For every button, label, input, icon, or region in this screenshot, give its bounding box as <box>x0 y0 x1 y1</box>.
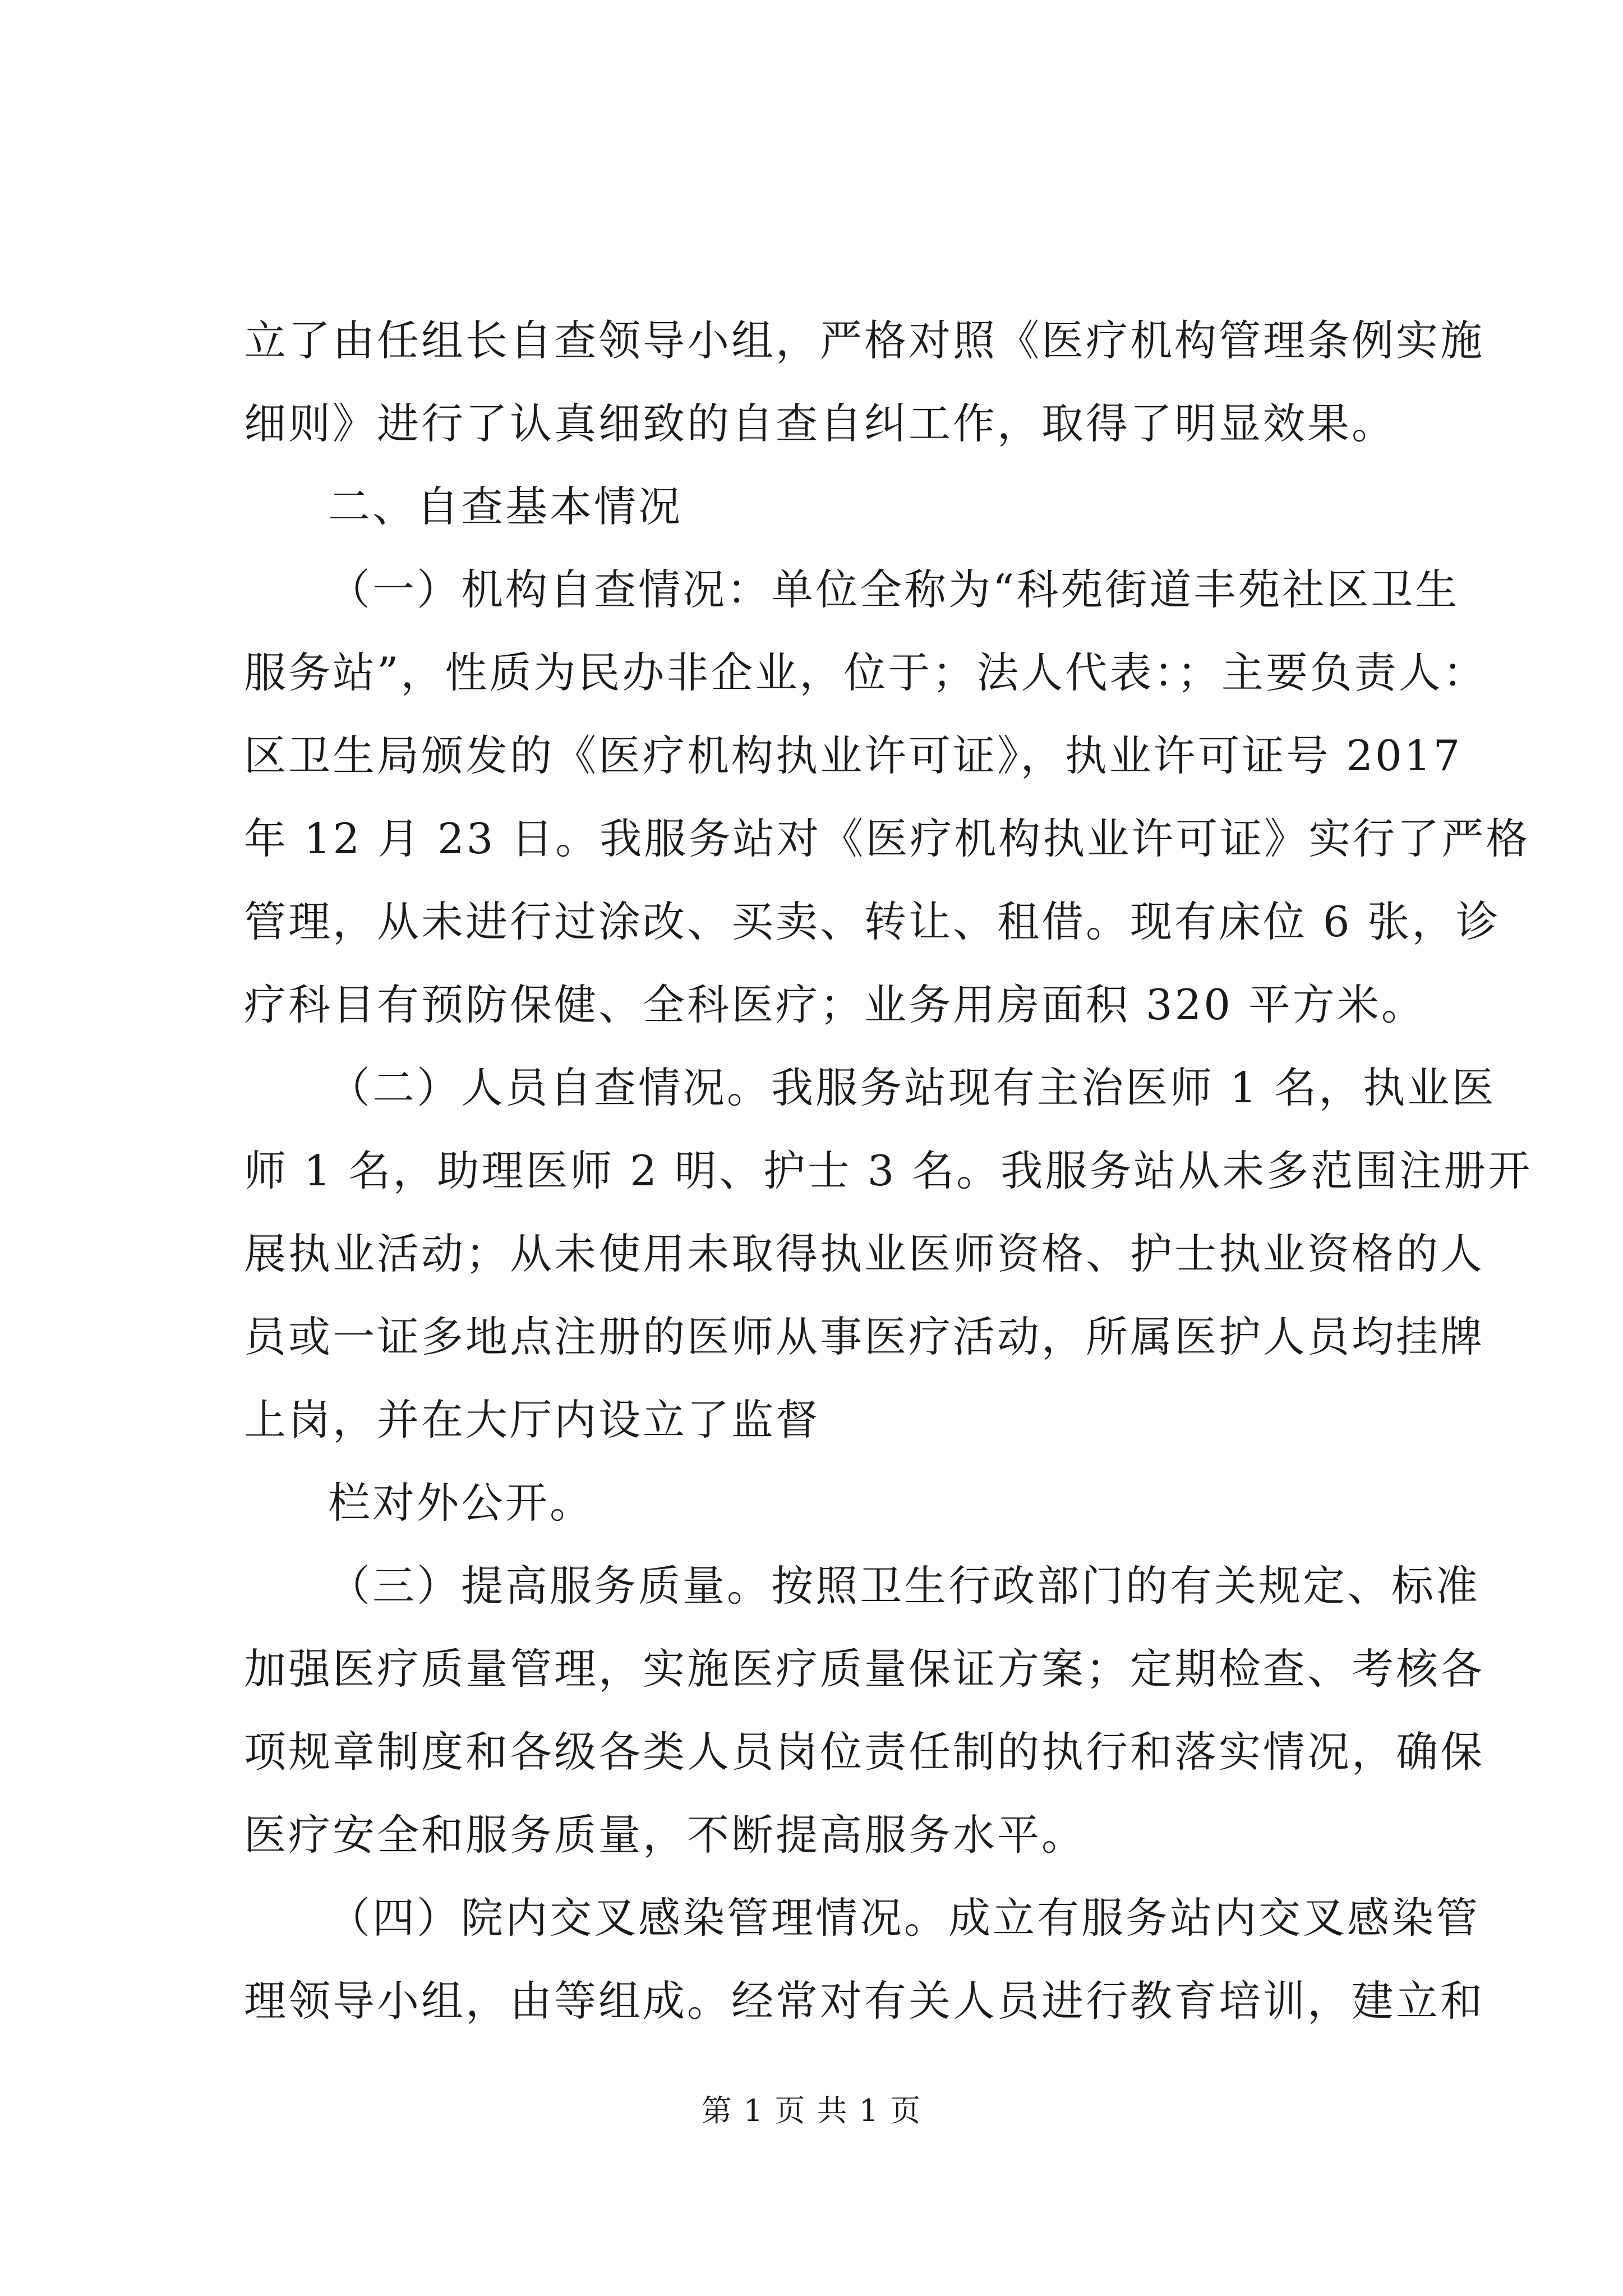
text-line: （三）提高服务质量。按照卫生行政部门的有关规定、标准 <box>328 1561 1481 1611</box>
text-line: 项规章制度和各级各类人员岗位责任制的执行和落实情况，确保 <box>244 1727 1485 1777</box>
text-line: （一）机构自查情况：单位全称为“科苑街道丰苑社区卫生 <box>328 565 1460 614</box>
text-line: 服务站”，性质为民办非企业，位于；法人代表：；主要负责人： <box>244 648 1487 697</box>
text-line: 医疗安全和服务质量，不断提高服务水平。 <box>244 1810 1086 1860</box>
text-line: 细则》进行了认真细致的自查自纠工作，取得了明显效果。 <box>244 399 1396 448</box>
text-line: 年 12 月 23 日。我服务站对《医疗机构执业许可证》实行了严格 <box>244 814 1530 863</box>
text-line: 加强医疗质量管理，实施医疗质量保证方案；定期检查、考核各 <box>244 1644 1485 1694</box>
page-footer: 第 1 页 共 1 页 <box>701 2093 922 2128</box>
text-line: 立了由任组长自查领导小组，严格对照《医疗机构管理条例实施 <box>244 316 1485 365</box>
section-heading: 二、自查基本情况 <box>328 482 683 531</box>
text-line: 上岗，并在大厅内设立了监督 <box>244 1395 820 1444</box>
text-line: 栏对外公开。 <box>328 1478 594 1527</box>
text-line: 师 1 名，助理医师 2 明、护士 3 名。我服务站从未多范围注册开 <box>244 1146 1533 1195</box>
text-line: 管理，从未进行过涂改、买卖、转让、租借。现有床位 6 张，诊 <box>244 897 1501 946</box>
text-line: 区卫生局颁发的《医疗机构执业许可证》，执业许可证号 2017 <box>244 731 1463 780</box>
document-body <box>244 299 1533 2042</box>
text-line: （四）院内交叉感染管理情况。成立有服务站内交叉感染管 <box>328 1893 1481 1943</box>
text-line: 疗科目有预防保健、全科医疗；业务用房面积 320 平方米。 <box>244 980 1426 1029</box>
text-line: 展执业活动；从未使用未取得执业医师资格、护士执业资格的人 <box>244 1229 1485 1278</box>
text-line: （二）人员自查情况。我服务站现有主治医师 1 名，执业医 <box>328 1063 1496 1112</box>
text-line: 员或一证多地点注册的医师从事医疗活动，所属医护人员均挂牌 <box>244 1312 1485 1361</box>
text-line: 理领导小组，由等组成。经常对有关人员进行教育培训，建立和 <box>244 1976 1485 2026</box>
